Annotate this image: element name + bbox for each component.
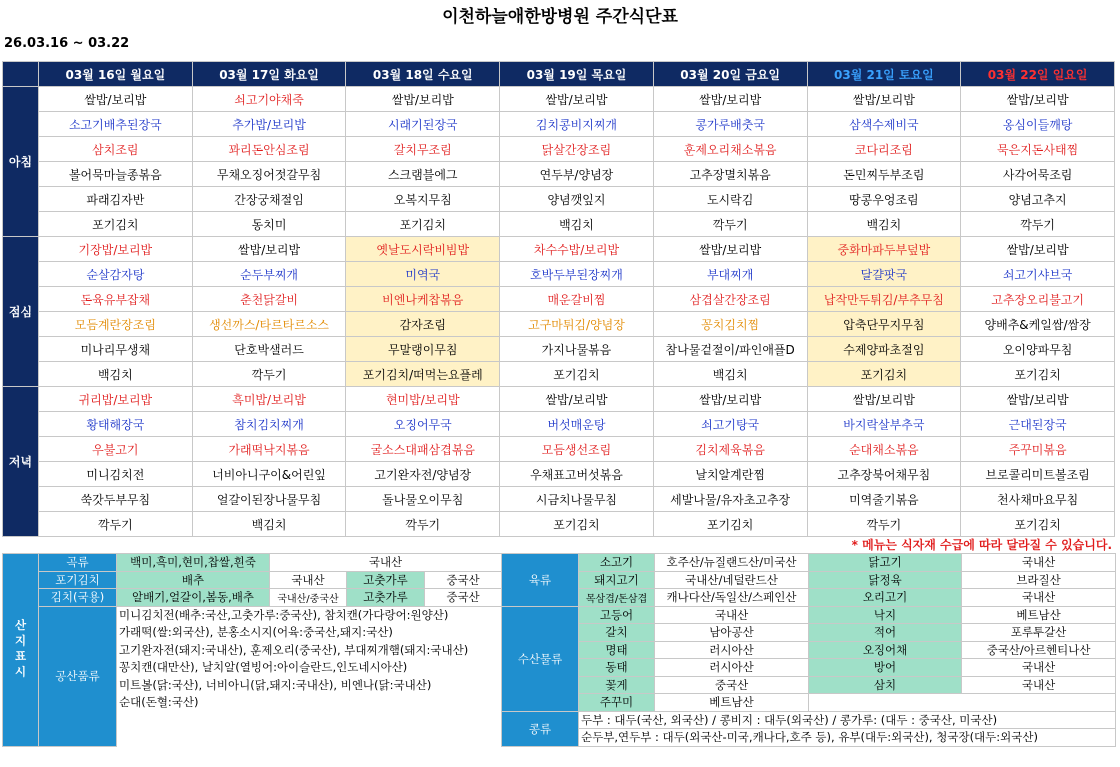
menu-item: 쌀밥/보리밥: [961, 387, 1115, 412]
menu-item: 깍두기: [39, 512, 193, 537]
menu-item: 우채표고버섯볶음: [500, 462, 654, 487]
menu-item: 깍두기: [653, 212, 807, 237]
menu-item: 옛날도시락비빔밥: [346, 237, 500, 262]
menu-note: * 메뉴는 식자재 수급에 따라 달라질 수 있습니다.: [851, 538, 1112, 552]
menu-row: [3, 187, 1115, 212]
menu-row: [3, 162, 1115, 187]
seafood-origin: 베트남산: [655, 694, 809, 712]
menu-item: 양념깻잎지: [500, 187, 654, 212]
seafood-item: 방어: [809, 659, 962, 677]
menu-item: 주꾸미볶음: [961, 437, 1115, 462]
menu-item: 포기김치: [39, 212, 193, 237]
menu-item: 연두부/양념장: [500, 162, 654, 187]
grain-origin: 국내산: [270, 554, 502, 572]
menu-item: 오복지무침: [346, 187, 500, 212]
menu-item: 고기완자전/양념장: [346, 462, 500, 487]
kimchi2-label: 김치(국용): [39, 589, 117, 607]
menu-item: 쌀밥/보리밥: [653, 87, 807, 112]
processed-blank: [117, 729, 502, 747]
grain-label: 곡류: [39, 554, 117, 572]
seafood-item: 갈치: [579, 624, 655, 642]
seafood-origin: 국내산: [962, 676, 1116, 694]
day-header: 03월 17일 화요일: [192, 62, 346, 87]
menu-item: 압축단무지무침: [807, 312, 961, 337]
seafood-item: 동태: [579, 659, 655, 677]
menu-item: 깍두기: [346, 512, 500, 537]
kimchi-pepper: 고춧가루: [347, 571, 425, 589]
meat-origin: 캐나다산/독일산/스페인산: [655, 589, 809, 607]
menu-item: 세발나물/유자초고추장: [653, 487, 807, 512]
date-range: 26.03.16 ~ 03.22: [4, 36, 130, 51]
menu-item: 황태해장국: [39, 412, 193, 437]
menu-item: 쌀밥/보리밥: [500, 87, 654, 112]
menu-item: 훈제오리채소볶음: [653, 137, 807, 162]
menu-item: 중화마파두부덮밥: [807, 237, 961, 262]
menu-row: [3, 462, 1115, 487]
kimchi2-pepper: 고춧가루: [347, 589, 425, 607]
origin-table: [2, 553, 1116, 747]
grain-items: 백미,흑미,현미,찹쌀,흰죽: [117, 554, 270, 572]
menu-item: 포기김치: [961, 362, 1115, 387]
meat-item: 목삼겹/돈삼겹: [579, 589, 655, 607]
menu-item: 쌀밥/보리밥: [39, 87, 193, 112]
day-header-sunday: 03월 22일 일요일: [961, 62, 1115, 87]
menu-item: 순두부찌개: [192, 262, 346, 287]
menu-item: 볼어묵마늘종볶음: [39, 162, 193, 187]
menu-row: [3, 237, 1115, 262]
menu-item: 쌀밥/보리밥: [653, 237, 807, 262]
menu-item: 고추장오리불고기: [961, 287, 1115, 312]
menu-item: 옹심이들깨탕: [961, 112, 1115, 137]
menu-item: 포기김치: [500, 512, 654, 537]
menu-item: 깍두기: [192, 362, 346, 387]
menu-item: 사각어묵조림: [961, 162, 1115, 187]
menu-item: 가래떡낙지볶음: [192, 437, 346, 462]
menu-item: 김치콩비지찌개: [500, 112, 654, 137]
menu-table: [2, 61, 1115, 537]
menu-item: 포기김치: [500, 362, 654, 387]
meal-label: 저녁: [3, 387, 39, 537]
menu-item: 근대된장국: [961, 412, 1115, 437]
menu-item: 삼치조림: [39, 137, 193, 162]
processed-line: 고기완자전(돼지:국내산), 훈제오리(중국산), 부대찌개햄(돼지:국내산): [117, 641, 502, 659]
seafood-origin: 중국산/아르헨티나산: [962, 641, 1116, 659]
seafood-item: 고등어: [579, 606, 655, 624]
menu-item: 돈민찌두부조림: [807, 162, 961, 187]
menu-item: 땅콩우엉조림: [807, 187, 961, 212]
menu-item: 춘천닭갈비: [192, 287, 346, 312]
menu-item: 도시락김: [653, 187, 807, 212]
processed-line: 꽁치캔(대만산), 날치알(열빙어:아이슬란드,인도네시아산): [117, 659, 502, 677]
menu-item: 순대채소볶음: [807, 437, 961, 462]
menu-item: 차수수밥/보리밥: [500, 237, 654, 262]
menu-item: 참치김치찌개: [192, 412, 346, 437]
menu-item: 모듬계란장조림: [39, 312, 193, 337]
seafood-item: 주꾸미: [579, 694, 655, 712]
kimchi2-origin: 국내산/중국산: [270, 589, 347, 607]
menu-row: [3, 287, 1115, 312]
menu-item: 미니김치전: [39, 462, 193, 487]
menu-item: 백김치: [500, 212, 654, 237]
menu-item: 백김치: [807, 212, 961, 237]
menu-item: 얼갈이된장나물무침: [192, 487, 346, 512]
menu-item: 양배추&케일쌈/쌈장: [961, 312, 1115, 337]
processed-line: 순대(돈혈:국산): [117, 694, 502, 712]
menu-item: 쌀밥/보리밥: [192, 237, 346, 262]
menu-item: 호박두부된장찌개: [500, 262, 654, 287]
seafood-origin: 국내산: [962, 659, 1116, 677]
menu-item: 우불고기: [39, 437, 193, 462]
menu-item: 코다리조림: [807, 137, 961, 162]
menu-row: [3, 512, 1115, 537]
menu-item: 쇠고기야채죽: [192, 87, 346, 112]
menu-item: 묵은지돈사태찜: [961, 137, 1115, 162]
menu-item: 쌀밥/보리밥: [961, 237, 1115, 262]
menu-item: 간장궁채절임: [192, 187, 346, 212]
seafood-item: 적어: [809, 624, 962, 642]
menu-item: 백김치: [192, 512, 346, 537]
menu-item: 백김치: [39, 362, 193, 387]
seafood-item: 오징어채: [809, 641, 962, 659]
seafood-item: 꽃게: [579, 676, 655, 694]
menu-row: [3, 87, 1115, 112]
menu-item: 버섯매운탕: [500, 412, 654, 437]
page-title: 이천하늘애한방병원 주간식단표: [442, 7, 678, 27]
menu-item: 동치미: [192, 212, 346, 237]
menu-item: 포기김치/떠먹는요플레: [346, 362, 500, 387]
menu-item: 돈육유부잡채: [39, 287, 193, 312]
menu-item: 시래기된장국: [346, 112, 500, 137]
menu-item: 포기김치: [961, 512, 1115, 537]
seafood-origin: 중국산: [655, 676, 809, 694]
menu-item: 스크램블에그: [346, 162, 500, 187]
menu-row: [3, 487, 1115, 512]
menu-item: 감자조림: [346, 312, 500, 337]
menu-item: 부대찌개: [653, 262, 807, 287]
seafood-item: 명태: [579, 641, 655, 659]
processed-line: 가래떡(쌀:외국산), 분홍소시지(어육:중국산,돼지:국산): [117, 624, 502, 642]
bean-line: 두부 : 대두(국산, 외국산) / 콩비지 : 대두(외국산) / 콩가루: (대두 : 중국산, 미국산): [579, 711, 1116, 729]
menu-item: 쌀밥/보리밥: [961, 87, 1115, 112]
menu-item: 무말랭이무침: [346, 337, 500, 362]
menu-item: 쌀밥/보리밥: [500, 387, 654, 412]
day-header: 03월 19일 목요일: [500, 62, 654, 87]
seafood-origin: 남아공산: [655, 624, 809, 642]
kimchi-pepper-origin: 중국산: [425, 571, 502, 589]
processed-line: 미트볼(닭:국산), 너비아니(닭,돼지:국내산), 비엔나(닭:국내산): [117, 676, 502, 694]
kimchi-cabbage-origin: 국내산: [270, 571, 347, 589]
menu-row: [3, 112, 1115, 137]
menu-row: [3, 437, 1115, 462]
menu-row: [3, 337, 1115, 362]
seafood-origin: 국내산: [655, 606, 809, 624]
meat-origin: 국내산: [962, 554, 1116, 572]
menu-item: 깍두기: [961, 212, 1115, 237]
menu-item: 미역줄기볶음: [807, 487, 961, 512]
menu-item: 너비아니구이&어린잎: [192, 462, 346, 487]
menu-item: 돌나물오이무침: [346, 487, 500, 512]
menu-item: 생선까스/타르타르소스: [192, 312, 346, 337]
menu-item: 쌀밥/보리밥: [807, 387, 961, 412]
menu-item: 포기김치: [346, 212, 500, 237]
kimchi-label: 포기김치: [39, 571, 117, 589]
menu-item: 달걀팟국: [807, 262, 961, 287]
menu-item: 귀리밥/보리밥: [39, 387, 193, 412]
bean-label: 콩류: [502, 711, 579, 746]
meat-item: 오리고기: [809, 589, 962, 607]
menu-row: [3, 212, 1115, 237]
meat-item: 돼지고기: [579, 571, 655, 589]
menu-row: [3, 362, 1115, 387]
meat-origin: 호주산/뉴질랜드산/미국산: [655, 554, 809, 572]
menu-item: 쌀밥/보리밥: [807, 87, 961, 112]
menu-item: 오징어무국: [346, 412, 500, 437]
day-header: 03월 20일 금요일: [653, 62, 807, 87]
menu-item: 현미밥/보리밥: [346, 387, 500, 412]
menu-item: 고추장북어채무침: [807, 462, 961, 487]
menu-item: 굴소스대패삼겹볶음: [346, 437, 500, 462]
seafood-origin: 러시아산: [655, 641, 809, 659]
menu-item: 파래김자반: [39, 187, 193, 212]
seafood-item: 삼치: [809, 676, 962, 694]
menu-item: 가지나물볶음: [500, 337, 654, 362]
meat-origin: 국내산: [962, 589, 1116, 607]
processed-label: 공산품류: [39, 606, 117, 746]
menu-item: 갈치무조림: [346, 137, 500, 162]
menu-item: 쌀밥/보리밥: [653, 387, 807, 412]
menu-item: 쌀밥/보리밥: [346, 87, 500, 112]
menu-item: 수제양파초절임: [807, 337, 961, 362]
menu-item: 순살감자탕: [39, 262, 193, 287]
menu-item: 콩가루배춧국: [653, 112, 807, 137]
day-header-saturday: 03월 21일 토요일: [807, 62, 961, 87]
menu-item: 비엔나케찹볶음: [346, 287, 500, 312]
menu-item: 고구마튀김/양념장: [500, 312, 654, 337]
menu-item: 오이양파무침: [961, 337, 1115, 362]
menu-item: 미나리무생채: [39, 337, 193, 362]
menu-item: 포기김치: [653, 512, 807, 537]
menu-item: 꽈리돈안심조림: [192, 137, 346, 162]
seafood-origin: 포루투갈산: [962, 624, 1116, 642]
menu-item: 모듬생선조림: [500, 437, 654, 462]
menu-row: [3, 137, 1115, 162]
day-header-row: [3, 62, 1115, 87]
seafood-item: 낙지: [809, 606, 962, 624]
processed-blank: [117, 711, 502, 729]
menu-row: [3, 312, 1115, 337]
day-header: 03월 16일 월요일: [39, 62, 193, 87]
menu-item: 브로콜리미트볼조림: [961, 462, 1115, 487]
meat-origin: 브라질산: [962, 571, 1116, 589]
menu-item: 쇠고기샤브국: [961, 262, 1115, 287]
menu-item: 날치알계란찜: [653, 462, 807, 487]
menu-item: 참나물겉절이/파인애플D: [653, 337, 807, 362]
seafood-origin: 러시아산: [655, 659, 809, 677]
menu-item: 삼색수제비국: [807, 112, 961, 137]
menu-item: 백김치: [653, 362, 807, 387]
menu-item: 포기김치: [807, 362, 961, 387]
meat-item: 닭정육: [809, 571, 962, 589]
menu-item: 양념고추지: [961, 187, 1115, 212]
menu-item: 단호박샐러드: [192, 337, 346, 362]
menu-item: 매운갈비찜: [500, 287, 654, 312]
day-header: 03월 18일 수요일: [346, 62, 500, 87]
kimchi2-pepper-origin: 중국산: [425, 589, 502, 607]
meat-item: 닭고기: [809, 554, 962, 572]
menu-item: 바지락살부추국: [807, 412, 961, 437]
seafood-label: 수산물류: [502, 606, 579, 711]
menu-item: 깍두기: [807, 512, 961, 537]
menu-item: 고추장멸치볶음: [653, 162, 807, 187]
menu-item: 시금치나물무침: [500, 487, 654, 512]
seafood-origin: 베트남산: [962, 606, 1116, 624]
menu-item: 김치제육볶음: [653, 437, 807, 462]
seafood-empty: [809, 694, 1116, 712]
menu-item: 쑥갓두부무침: [39, 487, 193, 512]
corner-cell: [3, 62, 39, 87]
meal-label: 아침: [3, 87, 39, 237]
menu-item: 닭살간장조림: [500, 137, 654, 162]
kimchi2-items: 알배기,얼갈이,봄동,배추: [117, 589, 270, 607]
menu-item: 무채오징어젓갈무침: [192, 162, 346, 187]
menu-item: 천사채마요무침: [961, 487, 1115, 512]
menu-item: 추가밥/보리밥: [192, 112, 346, 137]
meat-label: 육류: [502, 554, 579, 607]
menu-item: 미역국: [346, 262, 500, 287]
menu-item: 납작만두튀김/부추무침: [807, 287, 961, 312]
menu-item: 삼겹살간장조림: [653, 287, 807, 312]
menu-row: [3, 262, 1115, 287]
meat-origin: 국내산/네덜란드산: [655, 571, 809, 589]
menu-row: [3, 387, 1115, 412]
kimchi-cabbage: 배추: [117, 571, 270, 589]
menu-item: 기장밥/보리밥: [39, 237, 193, 262]
origin-label: 산지표시: [3, 554, 39, 747]
meal-label: 점심: [3, 237, 39, 387]
menu-item: 꽁치김치찜: [653, 312, 807, 337]
menu-item: 쇠고기탕국: [653, 412, 807, 437]
bean-line: 순두부,연두부 : 대두(외국산-미국,캐나다,호주 등), 유부(대두:외국산), 청국장(대두:외국산): [579, 729, 1116, 747]
menu-item: 소고기배추된장국: [39, 112, 193, 137]
processed-line: 미니김치전(배추:국산,고춧가루:중국산), 참치캔(가다랑어:원양산): [117, 606, 502, 624]
menu-row: [3, 412, 1115, 437]
meat-item: 소고기: [579, 554, 655, 572]
menu-item: 흑미밥/보리밥: [192, 387, 346, 412]
